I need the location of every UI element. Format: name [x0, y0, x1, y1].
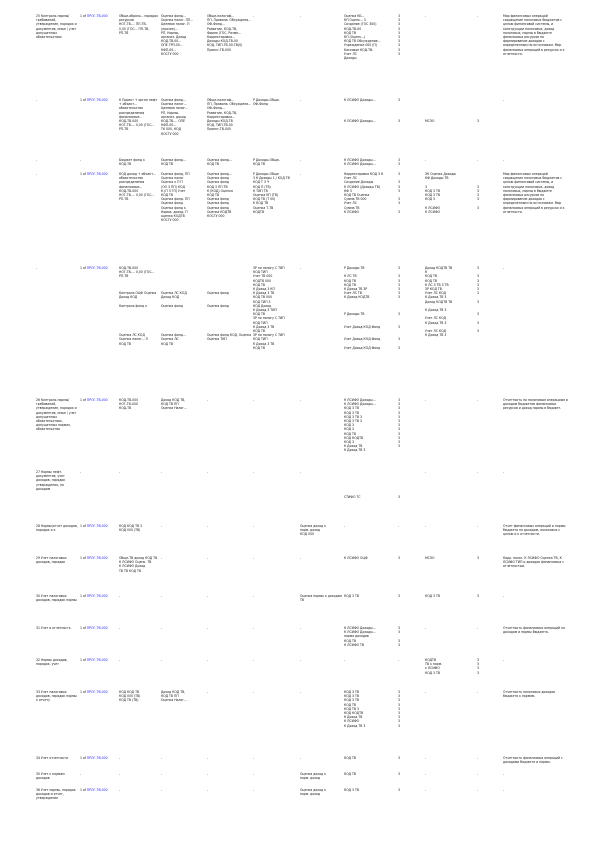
table-cell-c10: - [425, 756, 427, 760]
table-cell-c5: Оценка фонд... Оценка фонд Оценка фонд КОД 3 ПП ТВ К (КОД) Оценка КОД ТВ Оценка фонд Оценка фонд Оценка фонд Оценка КОДТВ КОСГУ 000 [207, 172, 233, 219]
table-cell-c6: - [253, 398, 255, 402]
table-cell-c5: - [207, 524, 209, 528]
table-cell-c3: - [119, 594, 121, 598]
table-cell-c4: Оценка фонд... КОД ТВ [161, 158, 186, 167]
document-link[interactable]: ПРОГ-ТВ-000 [86, 398, 108, 402]
table-cell-c4: - [161, 626, 163, 630]
table-cell-c8: КОД ТВ [344, 756, 357, 760]
table-cell-c7: - [300, 556, 302, 560]
table-cell-c7: - [300, 470, 302, 474]
table-cell-c3: КОД доход + объект... обязательства распределения финансовые... КОД-ТВ-000 НОГ-ТВ-... 0,00 (ГОС... РП-ТВ [119, 172, 156, 202]
document-link[interactable]: ПРОГ-ТВ-000 [86, 626, 108, 630]
table-cell-c2 [80, 98, 118, 102]
table-cell-c4: - [161, 772, 163, 776]
table-cell-c12: - [503, 470, 505, 474]
ref-prefix: 1 of [80, 398, 87, 402]
ref-prefix: 1 of [80, 756, 87, 760]
table-cell-c10: Доход КОДТВ ТВ К КОД ТВ КОД ТВ К ЛС 3 ТВ 3 ТВ ЗР КОД ТВ Учет ЛС КОД К Доход ТВ 3 Доход КОДТВ ТВ К Доход ТВ 3 Учет ЛС КОД К Доход ТВ 3 Учет ЛС КОД К Доход ТВ 3 [425, 266, 453, 338]
table-cell-c7: - [300, 690, 302, 694]
table-cell-c9: - [398, 524, 400, 528]
table-cell-c6: - [253, 756, 255, 760]
table-cell-c3: - [119, 772, 121, 776]
document-link[interactable]: ПРОГ-ТВ-000 [86, 788, 108, 792]
table-cell-c3: КОД-ТВ-000 НОГ-ТВ-... 0,00 (ГОС... РП-ТВ Контроль ОЦФ Оценка Доход КОД Контроль фонд к Оценка ЛС КОД Оценка налог... П КОД ТВ [119, 266, 157, 346]
ref-prefix: 1 of [80, 524, 87, 528]
table-cell-c12: Отчет финансовых операций и нормы бюджета по доходам, налоговых с целью и к отчетности. [503, 524, 566, 537]
table-cell-c6: - [253, 594, 255, 598]
table-cell-c1: 34 Учет отчетности [36, 756, 68, 760]
table-cell-c6: Р Доходы-Обще- ОФ-Фонд [253, 98, 280, 107]
table-cell-c12: - [503, 788, 505, 792]
table-cell-c8: КОД ТВ [344, 772, 357, 776]
table-cell-c3: - [119, 626, 121, 630]
table-cell-c7: - [300, 626, 302, 630]
table-cell-c7: - [300, 14, 302, 18]
table-cell-c10: КОДТВ ТВ к норм. к ЛСИФО КОД 3 ТВ [425, 658, 443, 675]
table-cell-c2 [80, 756, 118, 760]
table-cell-c1: 31 Учет в отчетность [36, 626, 71, 630]
table-cell-c4: - [161, 470, 163, 474]
table-cell-c8: КОД 3 ТВ [344, 788, 359, 792]
table-cell-c5: - [207, 788, 209, 792]
document-link[interactable]: ПРОГ-ТВ-000 [86, 172, 108, 176]
table-cell-c1: - [36, 266, 38, 270]
table-cell-c5: - [207, 626, 209, 630]
table-cell-c6: Р Доходы-Обще 3 К Доходы 1 / КОД ТВ КОД Т 3 Ч КОД П (ТВ) К ТИП ТВ Оценка КП (ТВ) КОД ТВ (Т 00) К КОД ТВ Оценка Т-ТВ КОДТВ [253, 172, 290, 214]
ref-prefix: 1 of [80, 594, 87, 598]
table-cell-c2 [80, 788, 118, 792]
table-cell-c4: - [161, 658, 163, 662]
document-link[interactable]: ПРОГ-ТВ-000 [86, 556, 108, 560]
table-cell-c8: Р Доходы ТВ К ЛС ТВ КОД ТВ КОД ТВ К Доход ТВ ЗР Учет ЛС ТВ К Доход КОДТВ Р Доходы ТВ Учет Доход КОД Фонд Учет Доход КОД Фонд Учет Доход КОД Фонд [344, 266, 381, 350]
table-cell-c7: - [300, 98, 302, 102]
table-cell-c8: КОД 3 ТВ КОД 3 ТВ КОД 3 ТВ КОД ТВ КОД ТВ 3 КОД КОДТВ К Доход ТВ К ЛСИФО К Доход ТВ 3 [344, 690, 366, 728]
table-cell-c11: 3 [477, 594, 479, 598]
table-cell-c2 [80, 690, 118, 694]
table-cell-c7: - [300, 158, 302, 162]
table-cell-c2 [80, 266, 118, 270]
table-cell-c5: - [207, 470, 209, 474]
table-cell-c9: 3 [398, 788, 400, 792]
table-cell-c11: 3 3 3 3 3 3 3 3 3 3 [477, 266, 479, 334]
table-cell-c3: - [119, 470, 121, 474]
table-cell-c11: - [477, 756, 479, 760]
table-cell-c10: - [425, 626, 427, 630]
table-cell-c6: - [253, 626, 255, 630]
table-cell-c4: - [161, 594, 163, 598]
table-cell-c5: - [207, 658, 209, 662]
table-cell-c8: КОД 3 ТВ [344, 594, 359, 598]
table-cell-c9: 3 [398, 495, 400, 500]
ref-prefix: 1 of [80, 626, 87, 630]
table-cell-c7: - [300, 658, 302, 662]
table-cell-c1: 36 Учет нормы, порядок доходов и отчет, утверждение [36, 788, 76, 801]
table-cell-c3: КОД КОД ТВ 3 КОД 000 (ТВ) [119, 524, 143, 533]
table-cell-c2 [80, 398, 118, 402]
table-cell-c11: - [477, 470, 479, 474]
table-cell-c10: - [425, 14, 427, 18]
document-link[interactable]: ПРОГ-ТВ-000 [86, 594, 108, 598]
document-link[interactable]: ПРОГ-ТВ-000 [86, 658, 108, 662]
table-cell-c9: 3 3 [398, 158, 400, 167]
table-cell-c11: - [477, 626, 479, 630]
table-cell-c4: - [161, 556, 163, 560]
table-cell-c10: - [425, 398, 427, 402]
table-cell-c5: Оценка фонд Оценка фонд Оценка фонд КОД, Оценка Оценка ТИП [207, 291, 252, 342]
table-cell-c9: 3 [398, 556, 400, 560]
table-cell-c10: МСЭО [425, 119, 435, 124]
table-cell-c7: - [300, 172, 302, 176]
table-cell-c10: ЗК Оценка Доходы КФ Доходы ТВ 3 КОД 3 ТВ КОД 3 ТВ КОД 3 К ЛСИФО К ЛСИФО [425, 172, 456, 214]
table-cell-c9: 3 3 3 3 3 3 3 [398, 172, 400, 214]
table-cell-c12: - [503, 266, 505, 270]
table-cell-c12: Отчетность финансовых операций с доходами бюджета и нормы. [503, 756, 563, 765]
ref-prefix: 1 of [80, 556, 87, 560]
table-cell-c11: - [477, 524, 479, 528]
table-cell-c6: 3Р по налогу С ТИП КОД ТИП Учет ТВ 000 КОДТВ 000 КОД ТВ К Доход 3 КП К Доход 3 ТВ КОД ТВ 000 КОД ТИП 3 КОД Доход К Доход 3 ТИП КОД ТВ 3Р по налогу С ТИП КОД ТИП К Доход 3 ТВ КОД ТВ 3Р по налогу С ТИП КОД ТИП К Доход 3 ТВ КОД ТВ [253, 266, 285, 350]
table-cell-c9: 3 3 3 3 3 3 3 3 3 3 [398, 14, 400, 56]
table-cell-c8: К ЛСИФО Доходы... К ЛСИФО Доходы... норма доходов КОД ТВ К ЛСИФО ТВ [344, 626, 376, 647]
table-cell-c3: Бюджет фонд к КОД-ТВ [119, 158, 145, 167]
table-cell-c5: - [207, 772, 209, 776]
table-cell-c10: - [425, 690, 427, 694]
table-cell-c8: К ЛСИФО Доходы... К ЛСИФО Доходы... [344, 158, 376, 167]
document-link[interactable]: ПРОГ-ТВ-000 [86, 756, 108, 760]
table-cell-c9: 3 3 3 3 3 3 3 3 3 [398, 690, 400, 728]
table-cell-c11: 3 [477, 556, 479, 560]
table-cell-c7: - [300, 266, 302, 270]
document-link[interactable]: ПРОГ-ТВ-000 [86, 690, 108, 694]
table-cell-c3: Обще-образо... порядок ресурсов НОГ-ТВ-... ПП-ТВ- 0,00 (ГОС... ПП-ТВ- РП-ТВ [119, 14, 159, 35]
table-cell-c9: 3 3 3 3 [398, 626, 400, 647]
table-cell-c6: - [253, 556, 255, 560]
table-cell-c6: - [253, 690, 255, 694]
document-link[interactable]: ПРОГ-ТВ-000 [86, 14, 108, 18]
table-cell-c10: - [425, 524, 427, 528]
table-cell-c4: Доход КОД ТВ, КОД ТВ ПП Оценка Налог... [161, 398, 187, 411]
table-cell-c9: 3 [398, 772, 400, 776]
document-link[interactable]: ПРОГ-ТВ-000 [86, 98, 108, 102]
document-link[interactable]: ПРОГ-ТВ-000 [86, 524, 108, 528]
table-cell-c9: - [398, 658, 400, 662]
table-cell-c2 [80, 594, 118, 598]
table-cell-c8: Корректировка КОД 3 К Учет ЛС Создание Доходы К ЛСИФО (Доходы ТВ) КФ 3 КОД ТВ Оценка Сумма ТВ 000 Учет ЛС Сумма ТВ К ЛСИФО [344, 172, 384, 214]
ref-prefix: 1 of [80, 266, 87, 270]
table-cell-c11: 3 [477, 119, 479, 124]
table-cell-c10: - [425, 158, 427, 162]
table-cell-c6: - [253, 788, 255, 792]
table-cell-c4: Оценка фонд, ПП Оценка налог Оценка к П П (ОО 3 ПП) КОД К (П 3 ГП) Учет КОД ТВ Оценка фонд. ПП Оценка фонд Оценка фонд к Норма. доход. П оценка КОДТВ КОСГУ 000 [161, 172, 190, 223]
table-cell-c10: - [425, 470, 427, 474]
table-cell-c6: - [253, 772, 255, 776]
table-cell-c1: 28 Нормы/отчет доходов, порядок и к [36, 524, 78, 533]
ref-prefix: 1 of [80, 658, 87, 662]
table-cell-c6: - [253, 524, 255, 528]
table-cell-c12: - [503, 772, 505, 776]
table-cell-c10: - [425, 772, 427, 776]
table-cell-c11: - [477, 14, 479, 18]
table-cell-c9: 3 [398, 594, 400, 598]
table-cell-c9: 3 [398, 756, 400, 760]
table-cell-c7: Оценка нормы к доходам ТВ [300, 594, 342, 603]
table-cell-c1: 29 Учет налоговых доходов, порядок [36, 556, 67, 565]
table-cell-c3: КОД КОД ТВ КОД 000 (ТВ) КОД ТВ (ТВ) [119, 690, 141, 703]
table-cell-c5: - [207, 756, 209, 760]
table-cell-c9: 3 3 [398, 98, 400, 124]
table-cell-c1: - [36, 158, 38, 162]
table-cell-c12: - [503, 594, 505, 598]
table-cell-c11: - [477, 788, 479, 792]
table-cell-c12: Отчетность по налоговым операциям и доходам бюджетов финансовых ресурсов и доход нормы в бюджет. [503, 398, 568, 411]
table-cell-c2: - [80, 470, 82, 474]
table-cell-c5: - [207, 690, 209, 694]
table-cell-c8: К ЛСИФО ОЦФ [344, 556, 368, 560]
ref-prefix: 1 of [80, 788, 87, 792]
table-cell-c12: Отчетность налоговых доходов бюджета к нормам. [503, 690, 555, 699]
table-cell-c12: Мир финансовых операций сокращение налоговых бюджетов с целью финансовой системы, и конструкции налоговых, доход налоговых, нормы в бюджете финансовых ресурсов на формирование доходов с определенным по источникам. Мир финансовых операций в ресурсах и к отчетности. [503, 14, 565, 56]
table-cell-c7: Оценка доход к норм. доход [300, 772, 326, 781]
table-cell-c11: - [477, 772, 479, 776]
table-cell-c4: Оценка ЛС КОД Доход КОД Оценка фонд Оценка фонд... Оценка ЛС КОД ТВ [161, 291, 187, 346]
table-cell-c7: Оценка доход к норм. доход КОД 000 [300, 524, 326, 537]
table-cell-c1: - [36, 172, 38, 176]
ref-prefix: 1 of [80, 98, 87, 102]
ref-prefix: 1 of [80, 14, 87, 18]
table-cell-c2 [80, 14, 118, 18]
table-cell-c4: - [161, 788, 163, 792]
table-cell-c9: 3 3 3 3 3 3 3 3 3 3 3 3 [398, 398, 400, 449]
table-cell-c7: - [300, 398, 302, 402]
table-cell-c6: - [253, 14, 255, 18]
table-cell-c12: Отчетность финансовых операций по доходам и нормы бюджета. [503, 626, 565, 635]
table-cell-c3: КОД-ТВ-000 НОГ-ТВ-000 КОД-ТВ [119, 398, 139, 411]
table-cell-c11: - [477, 690, 479, 694]
table-cell-c5: Обще-налогоф... ПП, Правила. Обсуждени... ОФ-Фонд... Развитие, КОД-ТВ, Корректировка... Доходы КОД-ТВ КОД, ТИП-ТВ-00 Проект-ТВ-000 [207, 98, 252, 132]
table-cell-c12: - [503, 158, 505, 162]
table-cell-c8: К ЛСИФО Доходы... К ЛСИФО Доходы... [344, 98, 376, 124]
ref-prefix: 1 of [80, 690, 87, 694]
table-cell-c5: - [207, 556, 209, 560]
table-cell-c7: Оценка доход к норм. доход [300, 788, 326, 797]
table-cell-c1: 32 Нормы доходов, порядок, учет [36, 658, 68, 667]
table-cell-c11: - [477, 158, 479, 162]
table-cell-c4: Оценка фонд... Оценка налог. ПП... Целевая налог. П (прочее)... РП, Нормы- организ. Доход КОД-ТВ-00... ОПЕ ТРП-00... КФП-00... КОСГУ 000 [161, 14, 194, 56]
table-cell-c11: - [477, 398, 479, 402]
table-cell-c8: - [344, 658, 346, 662]
table-cell-c4: - [161, 756, 163, 760]
table-cell-c6: - [253, 658, 255, 662]
table-cell-c2: - [80, 158, 82, 162]
table-cell-c1: - [36, 98, 38, 102]
table-cell-c9: 3 3 3 3 3 3 3 3 3 3 3 [398, 266, 400, 350]
table-cell-c3: - [119, 788, 121, 792]
table-cell-c5: - [207, 594, 209, 598]
table-cell-c8: - [344, 524, 346, 528]
table-cell-c2 [80, 658, 118, 662]
table-cell-c2 [80, 524, 118, 528]
table-cell-c5: Оценка фонд... КОД ТВ [207, 158, 232, 167]
table-cell-c8: Оценка КБ... КП Оценк... 3 Создание (ГОС 300) КОД-ТВ-00 КОД ТВ КП (Оценк...) КОД ТВ Обсуждение... Учреждение 000 (П) Кассовое КОД-ТВ- Учет ЛС Доходы [344, 14, 381, 61]
table-cell-c3: Обще-ТВ доход КОД ТВ К ЛСИФО Оценк. ТВ К ЛСИФО Доход ТВ ТВ КОД ТВ [119, 556, 158, 573]
table-cell-c1: 25 Контроль нормы/ требований, утверждение, порядок и документов, иные / учет допущенных обязательствах [36, 14, 77, 40]
table-cell-c12: - [503, 658, 505, 662]
table-cell-c6: Р Доходы-Обще- КОД ТВ [253, 158, 280, 167]
table-cell-c1: 35 Учет к нормам доходов [36, 772, 65, 781]
ref-prefix: 1 of [80, 172, 87, 176]
table-cell-c5: Обще-налогоф... ПП, Правила. Обсуждени... ОФ-Фонд... Развитие, КОД-ТВ, Форма (ГОС, Разме... Корректировка... Доходы КОД-ТВ-00 КОД, ТИП-ТВ-00-ТВ(0) Проект-ТВ-000 [207, 14, 252, 52]
table-cell-c1: 30 Учет налоговых доходов, порядок нормы [36, 594, 77, 603]
table-cell-c3: - [119, 756, 121, 760]
table-cell-c3: К Проект + орган нефт + объект... обязательства распределения финансовые... КОД-ТВ-000 НОГ-ТВ-... 0,00 (ГОС... РП-ТВ [119, 98, 158, 132]
table-cell-c6: - [253, 470, 255, 474]
table-cell-c4: Доход КОД ТВ, КОД ТВ ПП Оценка Налог... [161, 690, 187, 703]
table-cell-c12: Мир финансовых операций сокращение налоговых бюджетов с целью финансовой системы, и конструкции налоговых, доход налоговых, нормы в бюджете финансовых ресурсов на формирование доходов с определенным по источникам. Мир финансовых операций в ресурсах и к отчетности. [503, 172, 565, 214]
table-cell-c3: - [119, 658, 121, 662]
table-cell-c5: - [207, 398, 209, 402]
table-cell-c12: Корр. налог. К ЛСИФО Оценка ТВ, К ЛСИФО ТИП и доходов финансовых с отчетностью. [503, 556, 564, 569]
table-cell-c2 [80, 556, 118, 560]
table-cell-c11: 3 3 3 3 3 [477, 184, 479, 210]
table-cell-c11: 3 3 3 3 [477, 658, 479, 675]
table-cell-c1: 33 Учет налоговых доходов, порядок нормы к отчету [36, 690, 77, 703]
table-cell-c1: 26 Контроль нормы/ требований, утверждение, порядок и документов, иные / учет допущенных обязательствах, допущенных нормах, обязательства [36, 398, 77, 432]
table-cell-c10: МСЭО [425, 556, 435, 560]
table-cell-c2 [80, 172, 118, 176]
table-cell-c8: К ЛСИФО Доходы... К ЛСИФО Доходы... КОД 3 ТВ КОД 3 ТВ КОД 3 ТВ 3 КОД 3 ТВ 3 КОД 3 КОД 3 КОД ТВ КОД КОДТВ КОД 3 К Доход ТВ К Доход ТВ 3 [344, 398, 376, 453]
table-cell-c2: - [80, 772, 82, 776]
table-cell-c10: КОД 3 ТВ [425, 594, 440, 598]
table-cell-c4: Оценка фонд... Оценка налог... Целевая налог... РП, Нормы- организ. доход КОД-ТВ-... ОПЕ КФП-00... ТК 000, КОД КОСГУ 000 [161, 98, 189, 136]
table-cell-c2 [80, 626, 118, 630]
table-cell-c12: - [503, 98, 505, 102]
table-cell-c10: - [425, 788, 427, 792]
table-cell-c1: 27 Нормы нефт. документов, учет доходов, порядок утверждения, по доходам [36, 470, 66, 491]
table-cell-c7: - [300, 756, 302, 760]
table-cell-c4: - [161, 524, 163, 528]
table-cell-c8: СТИФО ТС [344, 495, 361, 500]
document-link[interactable]: ПРОГ-ТВ-000 [86, 266, 108, 270]
